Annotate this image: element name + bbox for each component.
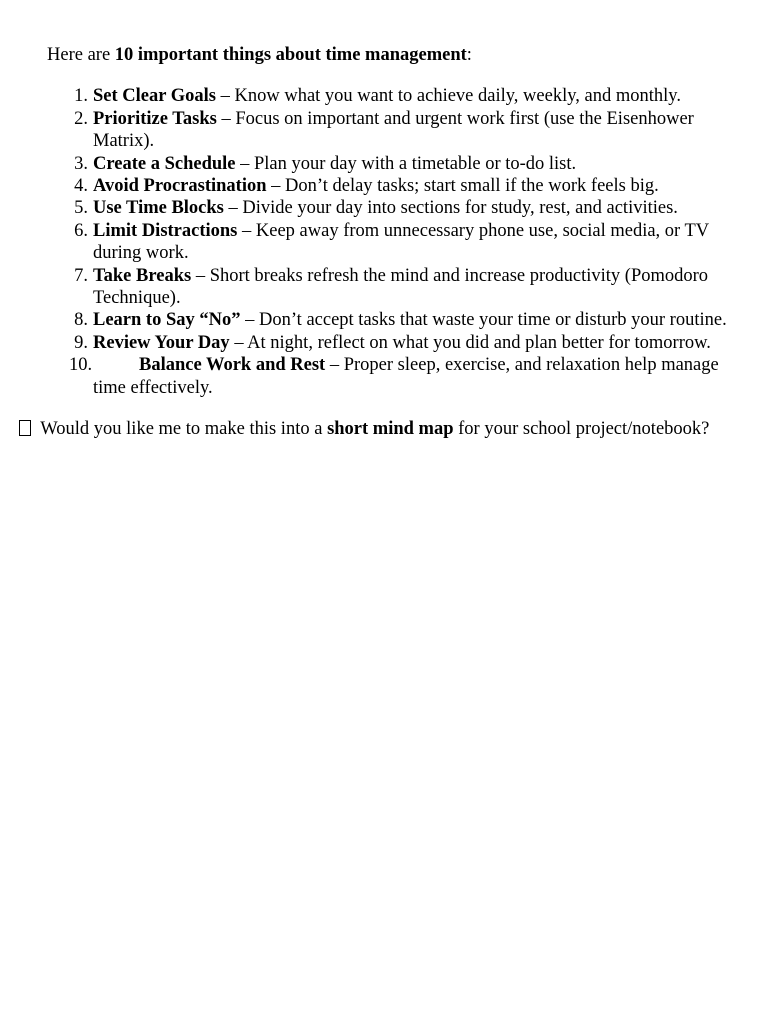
list-item [47,265,727,310]
item-text: – Plan your day with a timetable or to-do list. [235,153,577,174]
list-item [47,309,727,331]
item-first-line [93,354,325,376]
item-title: Set Clear Goals [93,86,216,107]
document-page [36,44,727,441]
item-title: Balance Work and Rest [139,355,326,376]
list-number: 1. [74,86,88,107]
list-item [47,354,727,399]
closing-bold: short mind map [327,419,454,440]
item-text: – Focus on important and urgent work first (use the Eisenhower Matrix). [93,108,694,152]
item-text: – Don’t delay tasks; start small if the work feels big. [266,176,659,197]
item-text: – Don’t accept tasks that waste your time or disturb your routine. [240,310,727,331]
list-number: 4. [74,176,88,197]
item-title: Prioritize Tasks [93,108,217,129]
item-title: Limit Distractions [93,220,238,241]
list-item [47,332,727,354]
list-number: 9. [74,332,88,353]
time-management-list [47,85,727,399]
item-text: – Divide your day into sections for study, rest, and activities. [223,198,678,219]
list-item [47,175,727,197]
item-text: – Short breaks refresh the mind and increase productivity (Pomodoro Technique). [93,265,709,309]
list-number: 10. [69,355,93,376]
closing-suffix: for your school project/notebook? [453,419,710,440]
list-number: 8. [74,310,88,331]
item-title: Use Time Blocks [93,198,224,219]
missing-glyph-icon [19,420,31,436]
list-item [47,85,727,107]
list-number: 7. [74,265,88,286]
item-title: Review Your Day [93,332,230,353]
list-item [47,197,727,219]
item-title: Take Breaks [93,265,192,286]
list-number: 2. [74,108,88,129]
item-text: – Proper sleep, exercise, and relaxation help manage time effectively. [93,355,719,398]
list-item [47,153,727,175]
item-text: – Know what you want to achieve daily, weekly, and monthly. [215,86,681,107]
list-item [47,108,727,153]
list-number: 6. [74,220,88,241]
closing-paragraph [19,418,719,440]
closing-prefix: Would you like me to make this into a [36,419,328,440]
item-title: Avoid Procrastination [93,176,267,197]
list-number: 3. [74,153,88,174]
intro-paragraph [47,44,727,66]
intro-bold: 10 important things about time management [114,45,467,65]
item-text: – Keep away from unnecessary phone use, social media, or TV during work. [93,220,709,264]
list-number: 5. [74,198,88,219]
list-item [47,220,727,265]
intro-prefix: Here are [47,45,115,65]
item-title: Create a Schedule [93,153,236,174]
item-text: – At night, reflect on what you did and plan better for tomorrow. [229,332,711,353]
intro-suffix: : [466,45,472,65]
item-title: Learn to Say “No” [93,310,241,331]
